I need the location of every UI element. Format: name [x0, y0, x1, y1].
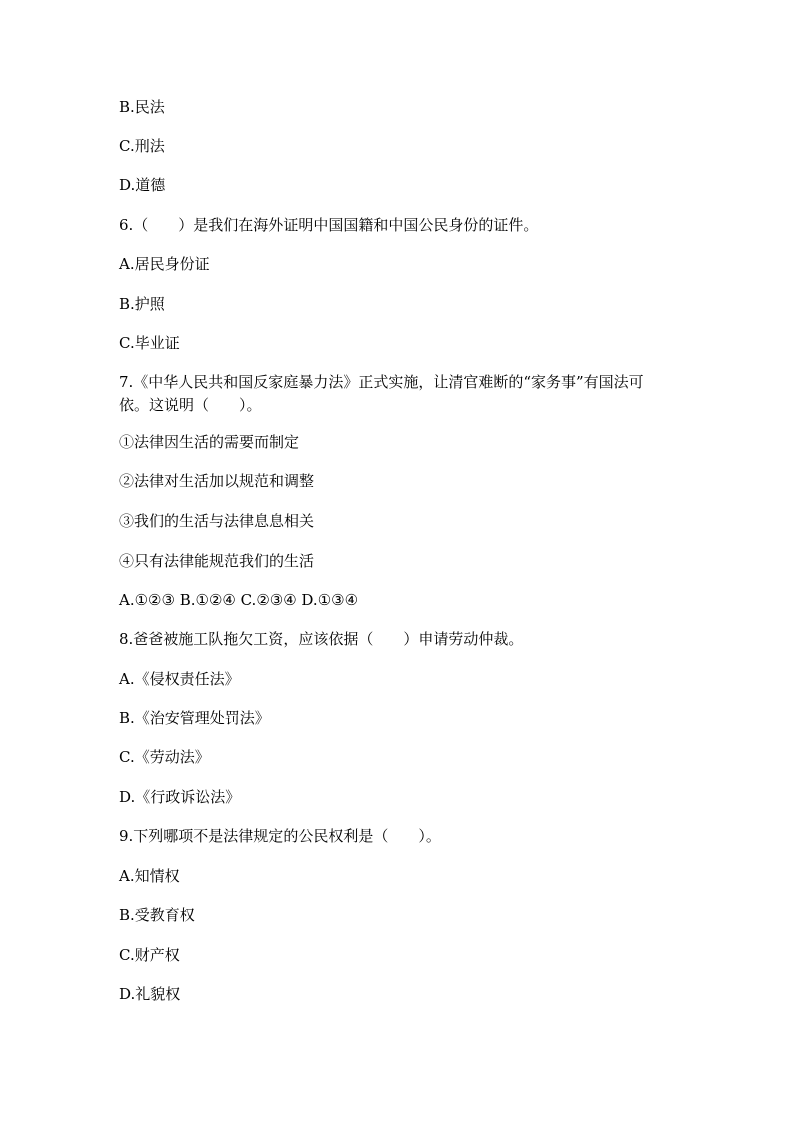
- question-6: 6.（ ）是我们在海外证明中国国籍和中国公民身份的证件。: [119, 216, 539, 234]
- q7-statement-4: ④只有法律能规范我们的生活: [119, 552, 315, 570]
- q8-option-a: A.《侵权责任法》: [119, 670, 240, 688]
- q5-option-b: B.民法: [119, 98, 165, 116]
- q8-option-c: C.《劳动法》: [119, 748, 210, 766]
- question-8: 8.爸爸被施工队拖欠工资，应该依据（ ）申请劳动仲裁。: [119, 630, 524, 648]
- q7-statement-2: ②法律对生活加以规范和调整: [119, 472, 315, 490]
- q9-option-d: D.礼貌权: [119, 985, 181, 1003]
- q9-option-b: B.受教育权: [119, 906, 195, 924]
- q5-option-c: C.刑法: [119, 137, 165, 155]
- q7-options: A.①②③ B.①②④ C.②③④ D.①③④: [119, 591, 359, 609]
- q7-statement-1: ①法律因生活的需要而制定: [119, 433, 300, 451]
- q9-option-c: C.财产权: [119, 946, 180, 964]
- q9-option-a: A.知情权: [119, 867, 180, 885]
- q8-option-b: B.《治安管理处罚法》: [119, 709, 270, 727]
- question-9: 9.下列哪项不是法律规定的公民权利是（ ）。: [119, 827, 441, 845]
- q6-option-a: A.居民身份证: [119, 255, 210, 273]
- q8-option-d: D.《行政诉讼法》: [119, 788, 241, 806]
- q6-option-b: B.护照: [119, 295, 165, 313]
- question-7: 7.《中华人民共和国反家庭暴力法》正式实施，让清官难断的“家务事”有国法可依。这说明（ ）。: [119, 373, 644, 414]
- q7-statement-3: ③我们的生活与法律息息相关: [119, 512, 315, 530]
- q6-option-c: C.毕业证: [119, 334, 180, 352]
- q5-option-d: D.道德: [119, 176, 166, 194]
